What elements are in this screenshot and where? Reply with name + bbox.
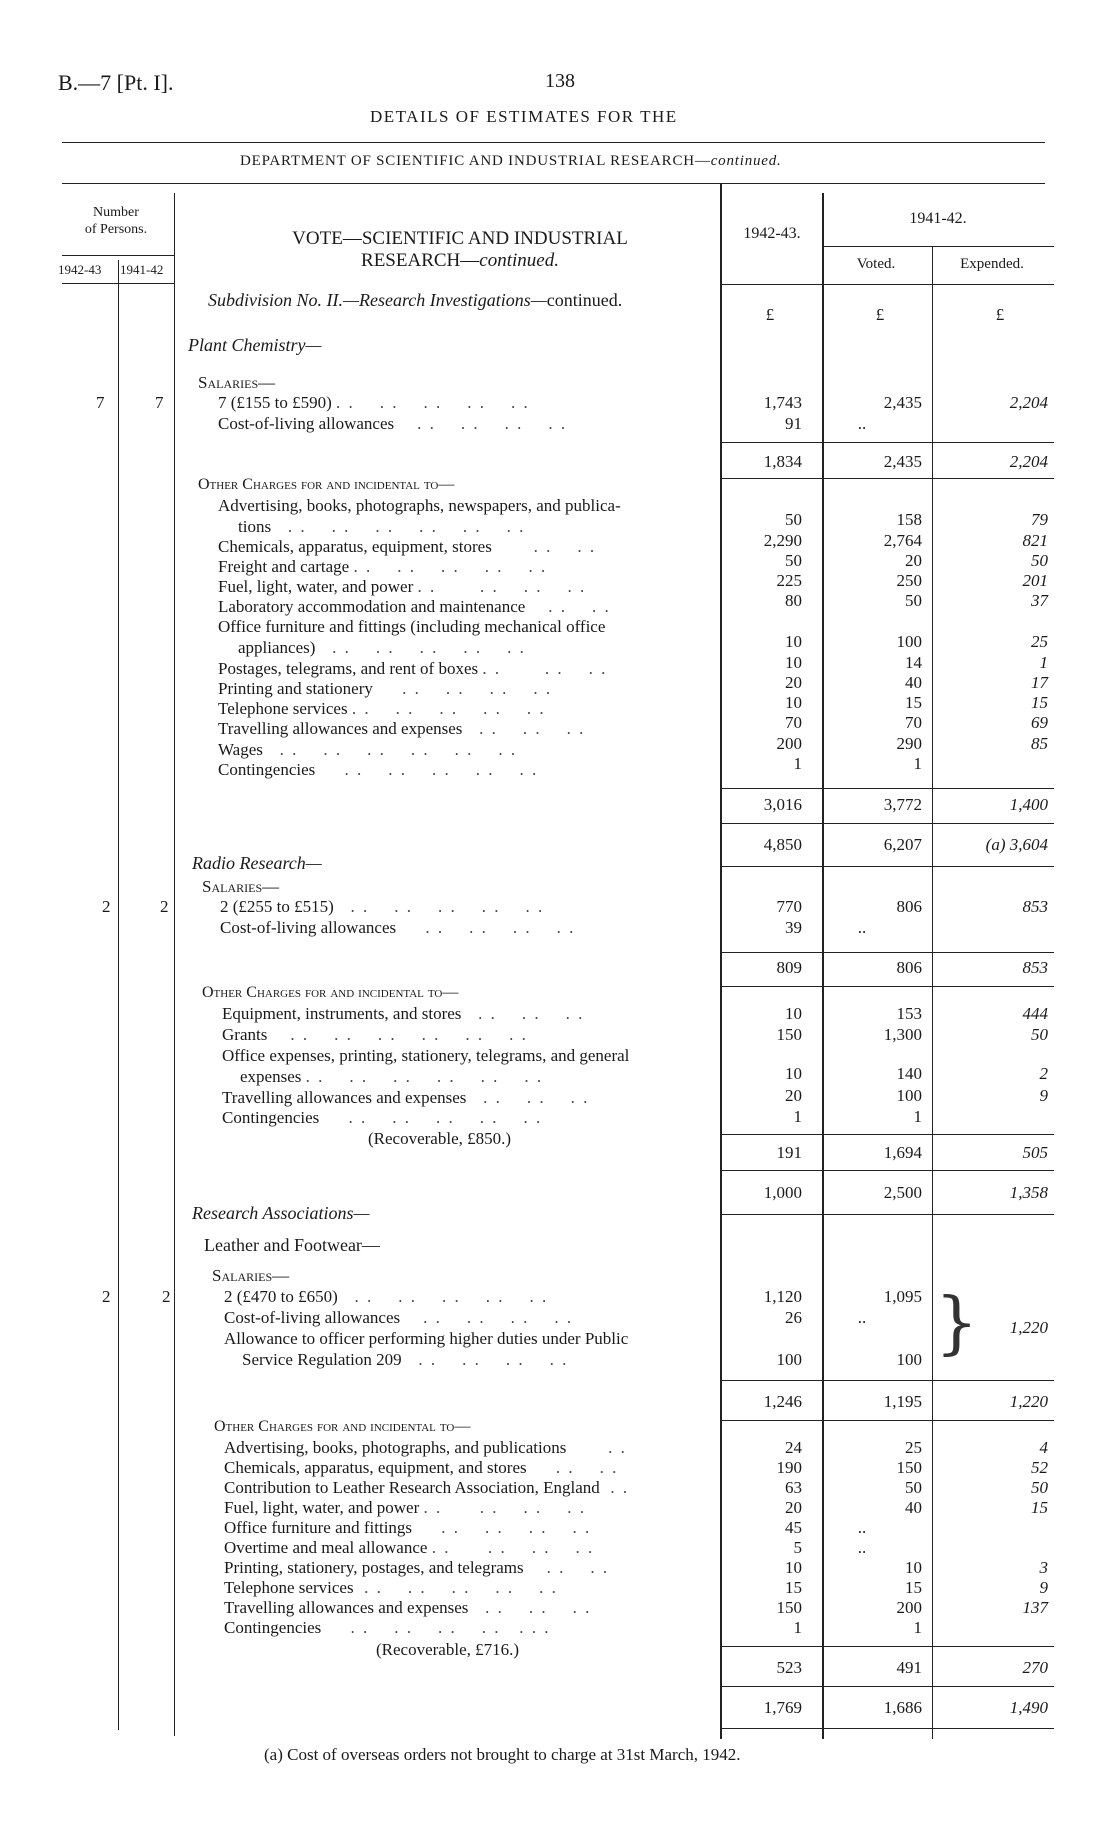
column-header-bottom-rule	[722, 284, 1054, 285]
radio-research-heading: Radio Research—	[192, 853, 322, 873]
department-name: DEPARTMENT OF SCIENTIFIC AND INDUSTRIAL RESEARCH—	[240, 153, 711, 169]
plant-salary-label-text: 7 (£155 to £590)	[218, 393, 332, 412]
research-other-expended: 15	[1031, 1498, 1048, 1517]
year-split-rule	[822, 246, 1054, 247]
research-col-1942: 26	[785, 1308, 802, 1327]
brace-icon: }	[935, 1284, 979, 1363]
plant-other-row-text: Freight and cartage	[218, 557, 350, 576]
radio-other-row: Grants . . . . . . . . . . . .	[222, 1025, 528, 1044]
research-other-1942: 10	[785, 1558, 802, 1577]
plant-other-row-cont-text: appliances)	[238, 638, 316, 657]
plant-other-row-text: Postages, telegrams, and rent of boxes	[218, 659, 479, 678]
research-col-voted: ..	[857, 1308, 867, 1327]
plant-other-voted: 40	[905, 673, 922, 692]
plant-other-1942: 50	[785, 551, 802, 570]
persons-header-line2: of Persons.	[84, 222, 148, 237]
research-other-voted: 200	[896, 1598, 922, 1617]
plant-other-row-text: Travelling allowances and expenses	[218, 719, 463, 738]
research-other-row: Advertising, books, photographs, and publications . .	[224, 1438, 627, 1457]
plant-other-1942: 50	[785, 510, 802, 529]
plant-other-expended: 50	[1031, 551, 1048, 570]
plant-salaries-total-1942: 1,834	[763, 452, 802, 471]
research-other-voted: 10	[905, 1558, 922, 1577]
vote-title-research: RESEARCH—	[361, 250, 480, 271]
research-other-row-text: Travelling allowances and expenses	[224, 1598, 469, 1617]
research-allowance-voted: 100	[896, 1350, 922, 1369]
plant-other-expended: 69	[1031, 713, 1048, 732]
col-voted-left-rule	[822, 193, 824, 1739]
research-other-voted: 40	[905, 1498, 922, 1517]
plant-other-total-1942: 3,016	[763, 795, 802, 814]
plant-other-row-text: Fuel, light, water, and power	[218, 577, 414, 596]
plant-other-row-text: Telephone services	[218, 699, 348, 718]
research-salary-voted: 1,095	[883, 1287, 922, 1306]
research-other-row: Fuel, light, water, and power . . . . . . . .	[224, 1498, 586, 1517]
research-persons-1942: 2	[102, 1287, 111, 1306]
radio-other-row: Contingencies . . . . . . . . . .	[222, 1108, 543, 1127]
radio-other-1942: 20	[785, 1086, 802, 1105]
radio-recoverable-note: (Recoverable, £850.)	[368, 1129, 512, 1148]
research-other-1942: 190	[776, 1458, 802, 1477]
plant-grand-total-1942: 4,850	[763, 835, 802, 854]
plant-other-row: Freight and cartage . . . . . . . . . .	[218, 557, 548, 576]
page-reference: B.—7 [Pt. I].	[58, 70, 174, 95]
radio-col-1942: 39	[785, 918, 802, 937]
plant-other-expended: 15	[1031, 693, 1048, 712]
plant-grand-total-expended: (a) 3,604	[985, 835, 1048, 854]
plant-other-row-text: Wages	[218, 740, 263, 759]
radio-other-row-text: Travelling allowances and expenses	[222, 1088, 467, 1107]
radio-other-total-1942: 191	[776, 1143, 802, 1162]
plant-other-total-expended: 1,400	[1009, 795, 1048, 814]
research-other-charges-heading: Other Charges for and incidental to—	[214, 1418, 471, 1435]
radio-grand-total-voted: 2,500	[883, 1183, 922, 1202]
radio-other-voted: 1,300	[883, 1025, 922, 1044]
research-other-1942: 150	[776, 1598, 802, 1617]
pound-sign-expended: £	[995, 305, 1005, 324]
research-salary-label-text: 2 (£470 to £650)	[224, 1287, 338, 1306]
research-other-1942: 24	[785, 1438, 802, 1457]
research-salary-label: 2 (£470 to £650) . . . . . . . . . .	[224, 1287, 549, 1306]
radio-other-charges-heading: Other Charges for and incidental to—	[202, 984, 459, 1001]
radio-other-row-text: Grants	[222, 1025, 268, 1044]
research-other-row-text: Telephone services	[224, 1578, 354, 1597]
plant-other-row-cont: appliances) . . . . . . . . . .	[238, 638, 526, 657]
plant-other-row: Postages, telegrams, and rent of boxes . . . . . .	[218, 659, 608, 678]
radio-other-row: Equipment, instruments, and stores . . . . . .	[222, 1004, 585, 1023]
research-other-row: Contribution to Leather Research Association, England . .	[224, 1478, 630, 1497]
research-other-expended: 137	[1022, 1598, 1048, 1617]
page-number: 138	[545, 70, 575, 92]
plant-other-voted: 2,764	[883, 531, 922, 550]
research-other-row: Chemicals, apparatus, equipment, and stores . . . .	[224, 1458, 619, 1477]
persons-header-rule	[62, 255, 174, 256]
research-salaries-total-expended: 1,220	[1009, 1392, 1048, 1411]
radio-salary-voted: 806	[896, 897, 922, 916]
research-other-voted: 1	[913, 1618, 922, 1637]
research-salaries-total-voted: 1,195	[883, 1392, 922, 1411]
plant-other-expended: 37	[1031, 591, 1048, 610]
radio-other-expended: 50	[1031, 1025, 1048, 1044]
persons-year-1941: 1941-42	[120, 262, 164, 277]
plant-col-voted: ..	[857, 414, 867, 433]
plant-other-total-voted: 3,772	[883, 795, 922, 814]
persons-header-line1: Number	[93, 205, 139, 220]
plant-col-label: Cost-of-living allowances . . . . . . . .	[218, 414, 568, 433]
table-top-rule	[62, 183, 1045, 184]
research-other-voted: 25	[905, 1438, 922, 1457]
radio-salaries-heading: Salaries—	[202, 877, 280, 896]
research-associations-heading: Research Associations—	[192, 1203, 370, 1223]
plant-other-1942: 200	[776, 734, 802, 753]
radio-other-voted: 153	[896, 1004, 922, 1023]
expended-header: Expended.	[960, 256, 1024, 272]
research-other-voted: 50	[905, 1478, 922, 1497]
radio-other-row-text: Contingencies	[222, 1108, 320, 1127]
research-other-total-voted: 491	[896, 1658, 922, 1677]
research-salaries-expended-combined: 1,220	[1009, 1318, 1048, 1337]
radio-other-row: Office expenses, printing, stationery, telegrams, and general	[222, 1046, 630, 1065]
research-grand-total-rule	[722, 1728, 1054, 1729]
radio-salary-expended: 853	[1022, 897, 1048, 916]
plant-other-voted: 14	[905, 653, 922, 672]
radio-col-label-text: Cost-of-living allowances	[220, 918, 397, 937]
plant-other-voted: 70	[905, 713, 922, 732]
plant-salary-1942: 1,743	[763, 393, 802, 412]
radio-persons-1942: 2	[102, 897, 111, 916]
radio-other-row: Travelling allowances and expenses . . . . . .	[222, 1088, 590, 1107]
plant-other-row: Printing and stationery . . . . . . . .	[218, 679, 553, 698]
plant-other-voted: 158	[896, 510, 922, 529]
research-other-1942: 15	[785, 1578, 802, 1597]
research-allowance-label-cont-text: Service Regulation 209	[242, 1350, 402, 1369]
plant-other-row-text: Chemicals, apparatus, equipment, stores	[218, 537, 492, 556]
research-other-row-text: Chemicals, apparatus, equipment, and stores	[224, 1458, 527, 1477]
research-salaries-total-1942: 1,246	[763, 1392, 802, 1411]
plant-other-row-cont: tions . . . . . . . . . . . .	[238, 517, 526, 536]
research-grand-total-expended: 1,490	[1009, 1698, 1048, 1717]
plant-other-voted: 50	[905, 591, 922, 610]
year-1941-42-header: 1941-42.	[909, 210, 967, 227]
radio-other-subtotal-rule	[722, 1134, 1054, 1135]
plant-other-row: Laboratory accommodation and maintenance . . . .	[218, 597, 611, 616]
pound-sign-1942: £	[765, 305, 775, 324]
research-allowance-1942: 100	[776, 1350, 802, 1369]
persons-year-1942: 1942-43	[58, 262, 102, 277]
plant-other-1942: 80	[785, 591, 802, 610]
radio-salary-label-text: 2 (£255 to £515)	[220, 897, 334, 916]
plant-salaries-heading: Salaries—	[198, 373, 276, 392]
research-other-subtotal-rule	[722, 1646, 1054, 1647]
research-other-expended: 4	[1039, 1438, 1048, 1457]
research-other-row-text: Printing, stationery, postages, and telegrams	[224, 1558, 524, 1577]
radio-other-expended: 444	[1022, 1004, 1048, 1023]
research-col-label-text: Cost-of-living allowances	[224, 1308, 401, 1327]
research-other-total-expended: 270	[1022, 1658, 1048, 1677]
research-other-row: Travelling allowances and expenses . . . . . .	[224, 1598, 592, 1617]
research-salaries-total-rule	[722, 1420, 1054, 1421]
research-allowance-label-cont: Service Regulation 209 . . . . . . . .	[242, 1350, 569, 1369]
plant-other-voted: 15	[905, 693, 922, 712]
research-other-total-1942: 523	[776, 1658, 802, 1677]
research-other-1942: 1	[793, 1618, 802, 1637]
plant-other-1942: 10	[785, 693, 802, 712]
plant-other-1942: 10	[785, 653, 802, 672]
plant-salaries-total-expended: 2,204	[1009, 452, 1048, 471]
persons-divider	[118, 260, 119, 1730]
pound-sign-voted: £	[875, 305, 885, 324]
subdivision-heading	[208, 290, 622, 311]
plant-persons-1941: 7	[155, 393, 164, 412]
research-other-1942: 45	[785, 1518, 802, 1537]
header-rule	[62, 142, 1045, 143]
plant-other-row: Wages . . . . . . . . . . . .	[218, 740, 518, 759]
radio-other-total-voted: 1,694	[883, 1143, 922, 1162]
research-other-row-text: Fuel, light, water, and power	[224, 1498, 420, 1517]
research-salaries-heading: Salaries—	[212, 1266, 290, 1285]
radio-other-expended: 9	[1039, 1086, 1048, 1105]
radio-col-voted: ..	[857, 918, 867, 937]
plant-other-row-text: Laboratory accommodation and maintenance	[218, 597, 526, 616]
plant-col-1942: 91	[785, 414, 802, 433]
plant-grand-total-rule	[722, 866, 1054, 867]
research-other-voted: ..	[857, 1538, 867, 1557]
plant-other-row: Office furniture and fittings (including mechanical office	[218, 617, 606, 636]
research-other-voted: ..	[857, 1518, 867, 1537]
radio-persons-1941: 2	[160, 897, 169, 916]
research-other-row-text: Contingencies	[224, 1618, 322, 1637]
plant-other-expended: 85	[1031, 734, 1048, 753]
research-other-row: Overtime and meal allowance . . . . . . . .	[224, 1538, 595, 1557]
plant-salaries-subtotal-rule	[722, 442, 1054, 443]
radio-other-1942: 10	[785, 1064, 802, 1083]
radio-other-expended: 2	[1039, 1064, 1048, 1083]
plant-other-voted: 100	[896, 632, 922, 651]
plant-other-1942: 70	[785, 713, 802, 732]
research-allowance-label: Allowance to officer performing higher duties under Public	[224, 1329, 629, 1348]
plant-other-row: Contingencies . . . . . . . . . .	[218, 760, 539, 779]
radio-other-1942: 1	[793, 1107, 802, 1126]
plant-other-1942: 1	[793, 754, 802, 773]
plant-salaries-total-rule	[722, 478, 1054, 479]
plant-other-row: Advertising, books, photographs, newspapers, and publica-	[218, 496, 621, 515]
research-other-expended: 52	[1031, 1458, 1048, 1477]
plant-other-charges-heading: Other Charges for and incidental to—	[198, 476, 455, 493]
research-other-row-text: Advertising, books, photographs, and publications	[224, 1438, 567, 1457]
plant-salary-voted: 2,435	[883, 393, 922, 412]
plant-other-expended: 201	[1022, 571, 1048, 590]
plant-other-expended: 17	[1031, 673, 1048, 692]
radio-other-total-expended: 505	[1022, 1143, 1048, 1162]
radio-other-voted: 1	[913, 1107, 922, 1126]
radio-other-voted: 140	[896, 1064, 922, 1083]
col-expended-left-rule	[932, 246, 933, 1739]
research-salaries-subtotal-rule	[722, 1380, 1054, 1381]
plant-other-voted: 1	[913, 754, 922, 773]
radio-grand-total-expended: 1,358	[1009, 1183, 1048, 1202]
research-persons-1941: 2	[162, 1287, 171, 1306]
subdivision-continued: continued.	[546, 290, 623, 310]
radio-other-row-text: Equipment, instruments, and stores	[222, 1004, 462, 1023]
plant-other-voted: 290	[896, 734, 922, 753]
research-other-expended: 3	[1039, 1558, 1048, 1577]
plant-other-row: Telephone services . . . . . . . . . .	[218, 699, 546, 718]
research-other-1942: 63	[785, 1478, 802, 1497]
plant-salaries-total-voted: 2,435	[883, 452, 922, 471]
radio-other-total-rule	[722, 1170, 1054, 1171]
research-other-expended: 9	[1039, 1578, 1048, 1597]
year-1942-43-header: 1942-43.	[743, 225, 801, 242]
research-other-row: Contingencies . . . . . . . . . . .	[224, 1618, 551, 1637]
plant-chemistry-heading: Plant Chemistry—	[188, 335, 322, 355]
research-grand-total-1942: 1,769	[763, 1698, 802, 1717]
plant-other-1942: 225	[776, 571, 802, 590]
plant-salary-expended: 2,204	[1009, 393, 1048, 412]
vote-title-continued: continued.	[479, 250, 559, 271]
radio-other-row-cont: expenses . . . . . . . . . . . .	[240, 1067, 544, 1086]
footnote: (a) Cost of overseas orders not brought to charge at 31st March, 1942.	[264, 1745, 741, 1764]
department-title	[240, 153, 782, 170]
plant-salary-label: 7 (£155 to £590) . . . . . . . . . .	[218, 393, 530, 412]
radio-other-1942: 150	[776, 1025, 802, 1044]
persons-right-rule	[174, 193, 175, 1736]
research-col-label: Cost-of-living allowances . . . . . . . .	[224, 1308, 574, 1327]
radio-salaries-total-expended: 853	[1022, 958, 1048, 977]
plant-other-expended: 821	[1022, 531, 1048, 550]
voted-header: Voted.	[856, 256, 896, 272]
plant-other-1942: 10	[785, 632, 802, 651]
plant-other-1942: 20	[785, 673, 802, 692]
radio-salaries-total-1942: 809	[776, 958, 802, 977]
subdivision-title: Subdivision No. II.—Research Investigations—	[208, 290, 547, 310]
plant-persons-1942: 7	[96, 393, 105, 412]
research-other-voted: 15	[905, 1578, 922, 1597]
vote-title-line2	[200, 250, 720, 272]
plant-other-subtotal-rule	[722, 788, 1054, 789]
plant-other-expended: 1	[1039, 653, 1048, 672]
research-salary-1942: 1,120	[763, 1287, 802, 1306]
plant-other-1942: 2,290	[763, 531, 802, 550]
plant-col-label-text: Cost-of-living allowances	[218, 414, 395, 433]
radio-salary-1942: 770	[776, 897, 802, 916]
leather-footwear-heading: Leather and Footwear—	[204, 1235, 380, 1255]
research-other-total-rule	[722, 1686, 1054, 1687]
radio-salaries-subtotal-rule	[722, 952, 1054, 953]
plant-other-expended: 25	[1031, 632, 1048, 651]
research-other-1942: 20	[785, 1498, 802, 1517]
page-title: DETAILS OF ESTIMATES FOR THE	[370, 107, 678, 126]
plant-other-row-text: Printing and stationery	[218, 679, 373, 698]
research-other-row-text: Office furniture and fittings	[224, 1518, 413, 1537]
plant-other-row-text: Contingencies	[218, 760, 316, 779]
research-other-row-text: Contribution to Leather Research Association, England	[224, 1478, 600, 1497]
vote-title-line1: VOTE—SCIENTIFIC AND INDUSTRIAL	[292, 228, 628, 249]
department-continued: continued.	[710, 153, 782, 169]
plant-grand-total-voted: 6,207	[883, 835, 922, 854]
plant-other-row: Chemicals, apparatus, equipment, stores . . . .	[218, 537, 597, 556]
radio-salary-label: 2 (£255 to £515) . . . . . . . . . .	[220, 897, 545, 916]
plant-other-total-rule	[722, 823, 1054, 824]
research-other-expended: 50	[1031, 1478, 1048, 1497]
radio-salaries-total-rule	[722, 986, 1054, 987]
radio-grand-total-rule	[722, 1214, 1054, 1215]
radio-grand-total-1942: 1,000	[763, 1183, 802, 1202]
research-other-row: Telephone services . . . . . . . . . .	[224, 1578, 558, 1597]
research-other-row: Office furniture and fittings . . . . . . . .	[224, 1518, 592, 1537]
plant-other-voted: 250	[896, 571, 922, 590]
research-other-row: Printing, stationery, postages, and telegrams . . . .	[224, 1558, 610, 1577]
plant-other-row: Fuel, light, water, and power . . . . . . . .	[218, 577, 587, 596]
research-other-1942: 5	[793, 1538, 802, 1557]
plant-other-row: Travelling allowances and expenses . . . . . .	[218, 719, 586, 738]
plant-other-expended: 79	[1031, 510, 1048, 529]
research-other-voted: 150	[896, 1458, 922, 1477]
radio-salaries-total-voted: 806	[896, 958, 922, 977]
research-other-row-text: Overtime and meal allowance	[224, 1538, 428, 1557]
research-grand-total-voted: 1,686	[883, 1698, 922, 1717]
radio-other-row-cont-text: expenses	[240, 1067, 302, 1086]
radio-other-voted: 100	[896, 1086, 922, 1105]
research-recoverable-note: (Recoverable, £716.)	[376, 1640, 520, 1659]
plant-other-row-cont-text: tions	[238, 517, 272, 536]
radio-col-label: Cost-of-living allowances . . . . . . . .	[220, 918, 576, 937]
radio-other-1942: 10	[785, 1004, 802, 1023]
plant-other-voted: 20	[905, 551, 922, 570]
